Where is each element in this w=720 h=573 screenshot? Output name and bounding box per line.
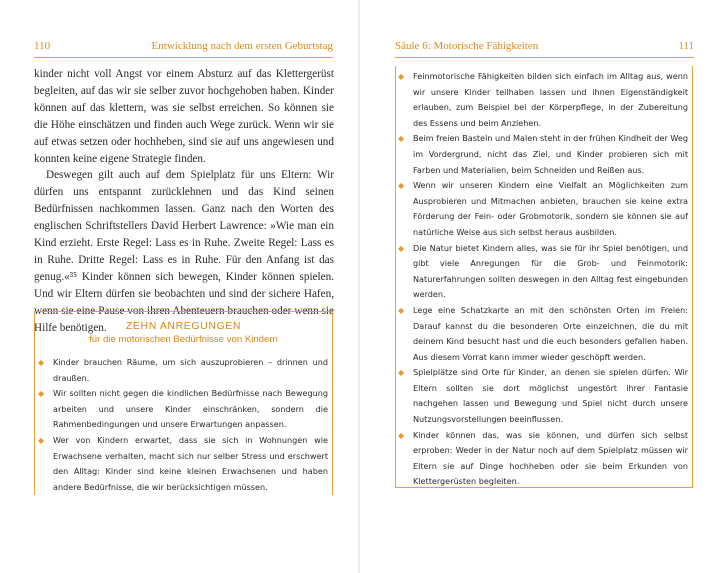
list-item [398, 131, 688, 178]
header-rule [395, 57, 694, 58]
box-title: ZEHN ANREGUNGEN [125, 320, 242, 332]
list-item-text: Wir sollten nicht gegen die kindlichen Bedürfnisse nach Bewegung arbeiten und unsere Kinder einschränken, sondern die Rahmenbedingungen und unsere Erwartungen anpassen. [53, 388, 328, 430]
paragraph: kinder nicht voll Angst vor einem Absturz auf das Klettergerüst begleiten, auf das wir sie selber zuvor hochgehoben haben. Kinder können auf das klettern, was sie selbst erreichen. So können sie die Höhe einschätzen und finden auch Wege zurück. Wenn wir sie auf etwas setzen oder hochheben, sind sie auf uns angewiesen und konnten keine eigene Strategie finden. [34, 68, 334, 165]
diamond-bullet-icon: ◆ [398, 430, 405, 440]
page-number: 110 [34, 40, 51, 52]
running-head: Entwicklung nach dem ersten Geburtstag [151, 40, 333, 52]
tips-list [38, 355, 328, 495]
list-item-text: Wer von Kindern erwartet, dass sie sich in Wohnungen wie Erwachsene verhalten, macht sich nur selber Stress und erschwert den Alltag: Kinder sind keine kleinen Erwachsenen und haben andere Bedürfnisse, die wir berücksichtigen müssen. [53, 434, 328, 492]
list-item [398, 428, 688, 490]
list-item-text: Kinder können das, was sie können, und dürfen sich selbst erproben: Weder in der Natur noch auf dem Spielplatz müssen wir Eltern sie auf Dinge hochheben oder sie beim Erkunden von Klettergerüsten begleiten. [413, 429, 688, 487]
list-item [38, 386, 328, 433]
header-rule [34, 57, 333, 58]
list-item [38, 433, 328, 495]
list-item-text: Lege eine Schatzkarte an mit den schönsten Orten im Freien: Darauf kannst du die besonderen Orte einzeichnen, die du mit deinem Kind besucht hast und die euch besonders gefallen haben. Aus diesem Vorrat kann immer wieder geschöpft werden. [413, 304, 688, 362]
list-item-text: Feinmotorische Fähigkeiten bilden sich einfach im Alltag aus, wenn wir unsere Kinder teilhaben lassen und ihnen Eigenständigkeit erlauben, zum Beispiel bei der Körperpflege, in der Zubereitung des Essens und beim Anziehen. [413, 71, 688, 128]
list-item-text: Spielplätze sind Orte für Kinder, an denen sie spielen dürfen. Wir Eltern sollten sie dort möglichst ungestört ihrer Fantasie nachgehen lassen und Bewegung und Spiel nicht durch unsere Nutzungsvorstellungen beeinflussen. [413, 367, 688, 425]
tips-box [34, 311, 333, 495]
list-item [38, 355, 328, 386]
paragraph: Deswegen gilt auch auf dem Spielplatz für uns Eltern: Wir dürfen uns entspannt zurücklehnen und das Kind seinen Bedürfnissen nachkommen lassen. Ganz nach den Worten des englischen Schriftstellers David Herbert Lawrence: »Wie man ein Kind erzieht. Erste Regel: Lass es in Ruhe. Zweite Regel: Lass es in Ruhe. Dritte Regel: Lass es in Ruhe. Für den Anfang ist das genug.«³⁵ Kinder können sich bewegen, Kinder können spielen. Und wir Eltern dürfen sie beobachten und sind der sichere Hafen, wenn sie eine Pause von ihren Abenteuern brauchen oder wenn sie Hilfe benötigen. [34, 169, 334, 334]
diamond-bullet-icon: ◆ [398, 134, 405, 144]
list-item [398, 303, 688, 365]
list-item-text: Beim freien Basteln und Malen steht in der frühen Kindheit der Weg im Vordergrund, nicht das Ziel, und Kinder probieren sich mit Farben und Materialien, beim Schneiden und Reißen aus. [413, 133, 688, 175]
list-item-text: Wenn wir unseren Kindern eine Vielfalt an Möglichkeiten zum Ausprobieren und Mitmachen anbieten, brauchen sie keine extra Förderung der Fein- oder Grobmotorik, sondern sie können sie auf natürliche Weise aus sich selbst heraus ausbilden. [413, 180, 688, 237]
list-item [398, 365, 688, 427]
list-item [398, 69, 688, 131]
diamond-bullet-icon: ◆ [38, 389, 45, 399]
diamond-bullet-icon: ◆ [398, 72, 405, 81]
right-page [360, 0, 720, 573]
box-subtitle: für die motorischen Bedürfnisse von Kindern [89, 334, 278, 345]
body-text [34, 66, 334, 337]
list-item-text: Die Natur bietet Kindern alles, was sie für ihr Spiel benötigen, und gibt viele Anregungen für die Grob- und Feinmotorik: Naturerfahrungen sollten deswegen in den Alltag fest eingebunden werden. [413, 242, 688, 300]
list-item [398, 178, 688, 240]
running-head: Säule 6: Motorische Fähigkeiten [395, 40, 539, 52]
diamond-bullet-icon: ◆ [38, 358, 45, 367]
tips-box-continued [395, 66, 693, 488]
diamond-bullet-icon: ◆ [398, 305, 405, 315]
diamond-bullet-icon: ◆ [398, 181, 405, 191]
diamond-bullet-icon: ◆ [38, 435, 45, 445]
list-item [398, 241, 688, 303]
diamond-bullet-icon: ◆ [398, 368, 405, 378]
list-item-text: Kinder brauchen Räume, um sich auszuprobieren – drinnen und draußen. [53, 357, 328, 383]
diamond-bullet-icon: ◆ [398, 243, 405, 253]
tips-list [398, 69, 688, 490]
page-number: 111 [678, 40, 694, 52]
